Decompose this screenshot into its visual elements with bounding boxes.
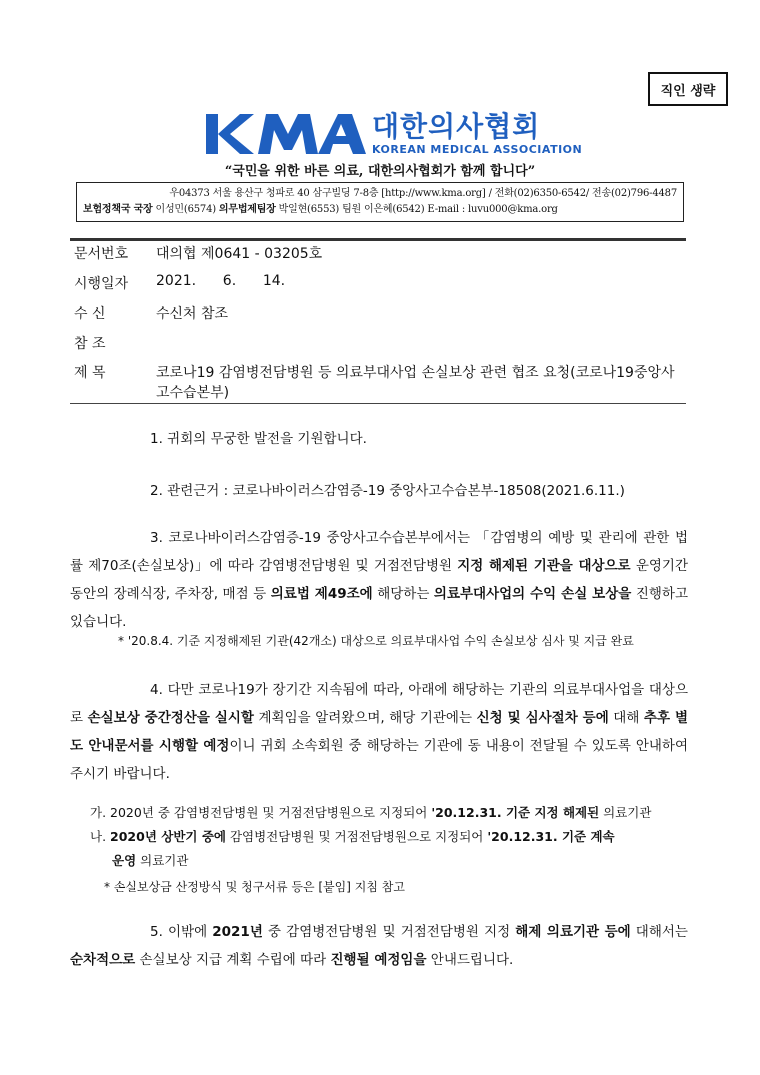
org-name-korean: 대한의사협회 [372, 110, 541, 143]
contact-address-line: 우04373 서울 용산구 청파로 40 삼구빌딩 7-8층 [http://www.kma.org] / 전화(02)6350-6542/ 전송(02)796-4487 [169, 188, 677, 199]
recipient-value: 수신처 참조 [156, 306, 229, 322]
slogan: “국민을 위한 바른 의료, 대한의사협회가 함께 합니다” [224, 164, 536, 179]
p3-emphasis: 지정 해제된 기관을 대상으로 [457, 558, 631, 574]
list-item-ga [90, 802, 690, 824]
paragraph-1: 1. 귀회의 무궁한 발전을 기원합니다. [150, 431, 367, 447]
item-ga-text: 가. 2020년 중 감염병전담병원 및 거점전담병원으로 지정되어 [90, 805, 432, 820]
p5-text: 5. 이밖에 [150, 924, 213, 940]
paragraph-4 [70, 676, 688, 788]
team-head-label: 의무법제팀장 [218, 204, 276, 215]
p5-text: 안내드립니다. [426, 952, 514, 968]
date-value: 2021. 6. 14. [156, 273, 286, 289]
paragraph-2: 2. 관련근거 : 코로나바이러스감염증-19 중앙사고수습본부-18508(2021.6.11.) [150, 483, 625, 499]
seal-omitted-box: 직인 생략 [648, 72, 728, 106]
item-na-text: 감염병전담병원 및 거점전담병원으로 지정되어 [225, 829, 488, 844]
p4-text: 계획임을 알려왔으며, 해당 기관에는 [253, 710, 477, 726]
p5-emphasis: 해제 의료기관 등에 [515, 924, 631, 940]
item-ga-emphasis: '20.12.31. 기준 지정 해제된 [431, 805, 600, 820]
p4-text: 대해 [608, 710, 644, 726]
contact-staff-rest: 팀원 이은혜(6542) E-mail : luvu000@kma.org [342, 204, 558, 215]
item-na-text: 나. [90, 829, 111, 844]
list-item-na-cont [112, 850, 672, 872]
subject-label: 제 목 [74, 365, 106, 381]
date-label: 시행일자 [74, 276, 129, 292]
p3-text: 운영기간 동안의 장례식장, 주차장, 매점 등 [70, 558, 688, 602]
item-na-emphasis: 2020년 상반기 중에 [110, 829, 226, 844]
contact-staff-line [83, 202, 677, 218]
p3-emphasis: 의료부대사업의 수익 손실 보상을 [433, 586, 632, 602]
org-name-english: KOREAN MEDICAL ASSOCIATION [372, 143, 583, 156]
p4-emphasis: 신청 및 심사절차 등에 [476, 710, 609, 726]
p5-text: 대해서는 [630, 924, 688, 940]
p3-text: 해당하는 [372, 586, 434, 602]
kma-logo [206, 112, 582, 156]
paragraph-5 [70, 918, 688, 974]
team-head-person: 박일현(6553) [278, 204, 340, 215]
subject-value: 코로나19 감염병전담병원 등 의료부대사업 손실보상 관련 협조 요청(코로나19중앙사고수습본부) [156, 365, 675, 401]
header-rule-top [70, 238, 686, 241]
p5-text: 중 감염병전담병원 및 거점전담병원 지정 [262, 924, 516, 940]
doc-number-label: 문서번호 [74, 246, 129, 262]
doc-number-value: 대의협 제0641 - 03205호 [156, 246, 323, 262]
attachment-note: * 손실보상금 산정방식 및 청구서류 등은 [붙임] 지침 참고 [104, 880, 405, 894]
item-ga-text: 의료기관 [599, 805, 652, 820]
p3-emphasis: 의료법 제49조에 [270, 586, 373, 602]
p5-emphasis: 2021년 [212, 924, 263, 940]
dept-head-label: 보험정책국 국장 [83, 204, 153, 215]
p5-emphasis: 순차적으로 [70, 952, 136, 968]
p3-text: 진행하고 있습니다. [70, 586, 688, 630]
p5-text: 손실보상 지급 계획 수립에 따라 [135, 952, 331, 968]
header-rule-bottom [70, 403, 686, 404]
recipient-label: 수 신 [74, 306, 106, 322]
p5-emphasis: 진행될 예정임을 [330, 952, 427, 968]
item-na-text: 의료기관 [136, 853, 189, 868]
p4-emphasis: 추후 별도 안내문서를 시행할 예정 [70, 710, 688, 754]
item-na-emphasis: 운영 [112, 853, 137, 868]
p4-text: 이니 귀회 소속회원 중 해당하는 기관에 동 내용이 전달될 수 있도록 안내하여 주시기 바랍니다. [70, 738, 688, 782]
paragraph-3 [70, 524, 688, 636]
p3-text: 3. 코로나바이러스감염증-19 중앙사고수습본부에서는 「감염병의 예방 및 관리에 관한 법률 제70조(손실보상)」에 따라 감염병전담병원 및 거점전담병원 [70, 530, 688, 574]
cc-label: 참 조 [74, 336, 106, 352]
paragraph-3-note: * '20.8.4. 기준 지정해제된 기관(42개소) 대상으로 의료부대사업 수익 손실보상 심사 및 지급 완료 [118, 634, 634, 648]
p4-text: 4. 다만 코로나19가 장기간 지속됨에 따라, 아래에 해당하는 기관의 의료부대사업을 대상으로 [70, 682, 688, 726]
p4-emphasis: 손실보상 중간정산을 실시할 [87, 710, 254, 726]
item-na-emphasis: '20.12.31. 기준 계속 [487, 829, 615, 844]
list-item-na [90, 826, 680, 848]
kma-logo-mark [206, 112, 366, 156]
dept-head-person: 이성민(6574) [155, 204, 216, 215]
contact-box [76, 182, 684, 222]
